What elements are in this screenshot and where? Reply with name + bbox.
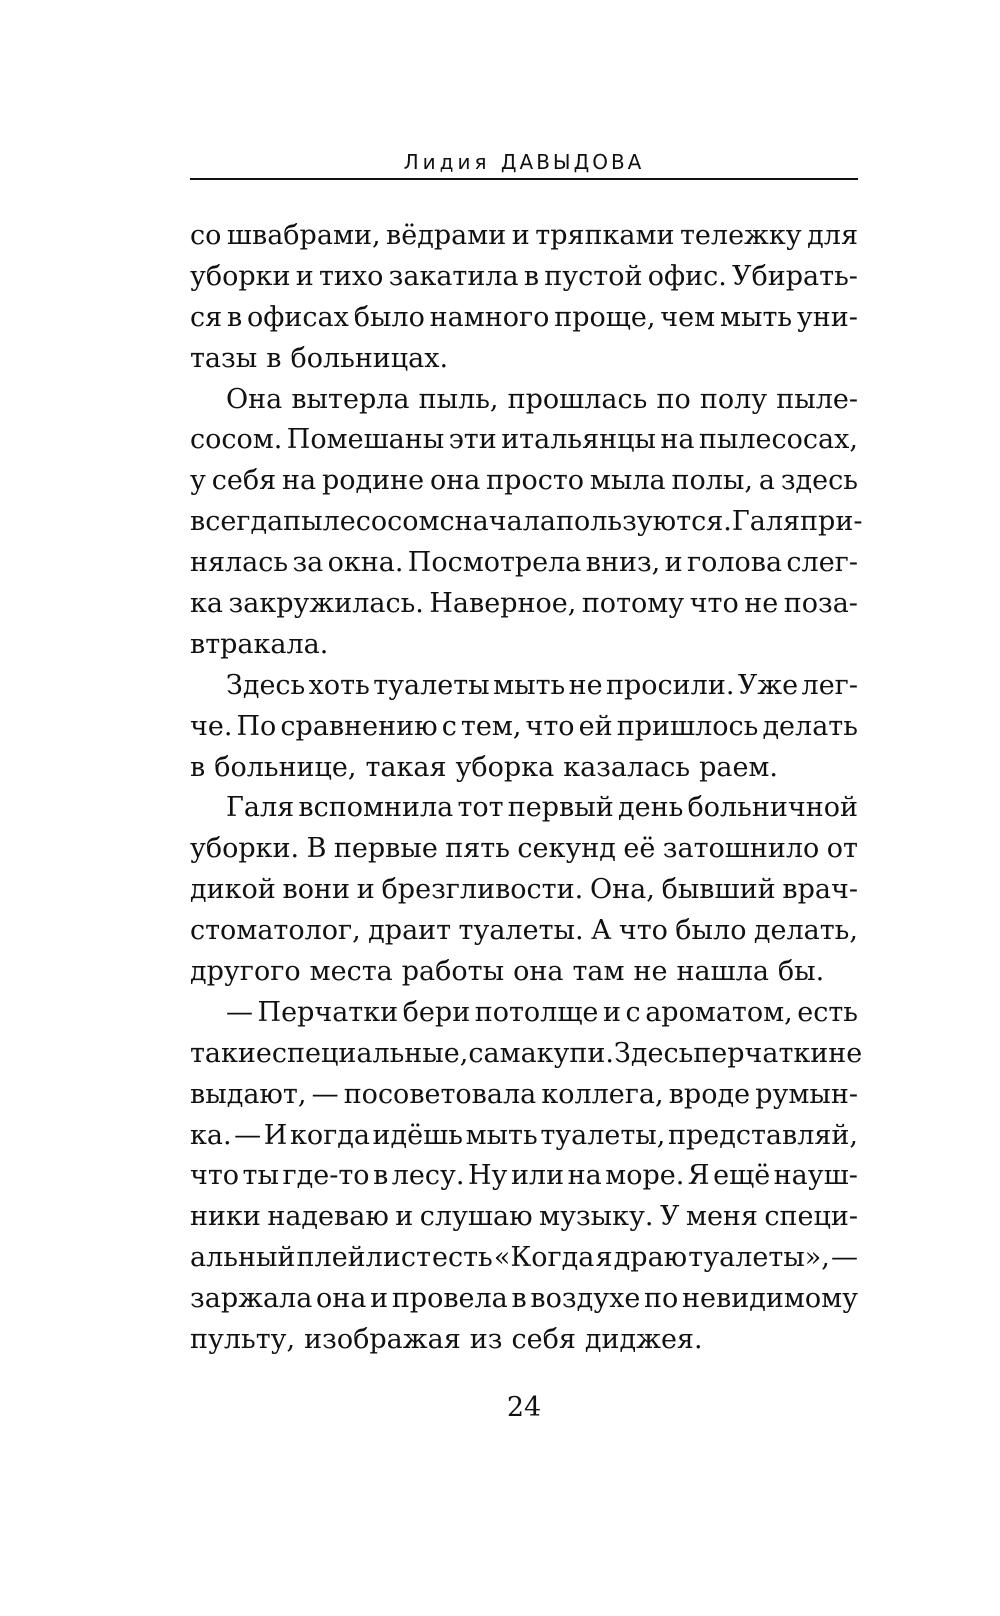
body-text xyxy=(190,216,863,1361)
text-line: дикой вони и брезгливости. Она, бывший врач- xyxy=(190,874,858,906)
text-line: всегда пылесосом сначала пользуются. Галя при- xyxy=(190,506,863,538)
text-line: втракала. xyxy=(190,628,329,660)
page-number: 24 xyxy=(506,1392,542,1423)
text-line: — Перчатки бери потолще и с ароматом, есть xyxy=(226,996,858,1028)
text-line: че. По сравнению с тем, что ей пришлось делать xyxy=(190,710,858,742)
text-line: сосом. Помешаны эти итальянцы на пылесосах, xyxy=(190,424,858,456)
text-line: пульту, изображая из себя диджея. xyxy=(190,1324,703,1356)
text-line: в больнице, такая уборка казалась раем. xyxy=(190,751,779,783)
running-head xyxy=(190,150,858,174)
text-line: что ты где-то в лесу. Ну или на море. Я ещё науш- xyxy=(190,1160,858,1192)
text-line: нялась за окна. Посмотрела вниз, и голова слег- xyxy=(190,547,858,579)
text-line: другого места работы она там не нашла бы. xyxy=(190,956,825,988)
text-line: выдают, — посоветовала коллега, вроде румын- xyxy=(190,1078,858,1110)
text-line: уборки и тихо закатила в пустой офис. Убирать- xyxy=(190,260,858,292)
text-line: ка закружилась. Наверное, потому что не поза- xyxy=(190,588,858,620)
text-line: Она вытерла пыль, прошлась по полу пыле- xyxy=(226,383,858,415)
text-line: уборки. В первые пять секунд её затошнило от xyxy=(190,833,858,865)
text-line: альный плейлист есть «Когда я драю туалеты», — xyxy=(190,1242,858,1274)
text-line: Здесь хоть туалеты мыть не просили. Уже лег- xyxy=(226,669,858,701)
header-rule xyxy=(190,178,858,180)
author-first-name: Лидия xyxy=(403,150,491,174)
text-line: Галя вспомнила тот первый день больничной xyxy=(226,792,858,824)
text-line: ники надеваю и слушаю музыку. У меня специ- xyxy=(190,1201,858,1233)
author-last-name: ДАВЫДОВА xyxy=(500,150,645,174)
text-line: со швабрами, вёдрами и тряпками тележку для xyxy=(190,220,858,251)
text-line: у себя на родине она просто мыла полы, а здесь xyxy=(190,465,858,497)
text-line: стоматолог, драит туалеты. А что было делать, xyxy=(190,915,858,947)
text-line: заржала она и провела в воздухе по невидимому xyxy=(190,1283,858,1315)
text-line: ся в офисах было намного проще, чем мыть уни- xyxy=(190,301,858,333)
text-line: тазы в больницах. xyxy=(190,342,449,374)
text-line: ка. — И когда идёшь мыть туалеты, представляй, xyxy=(190,1119,858,1151)
text-line: такие специальные, сама купи. Здесь перчатки не xyxy=(190,1037,863,1069)
